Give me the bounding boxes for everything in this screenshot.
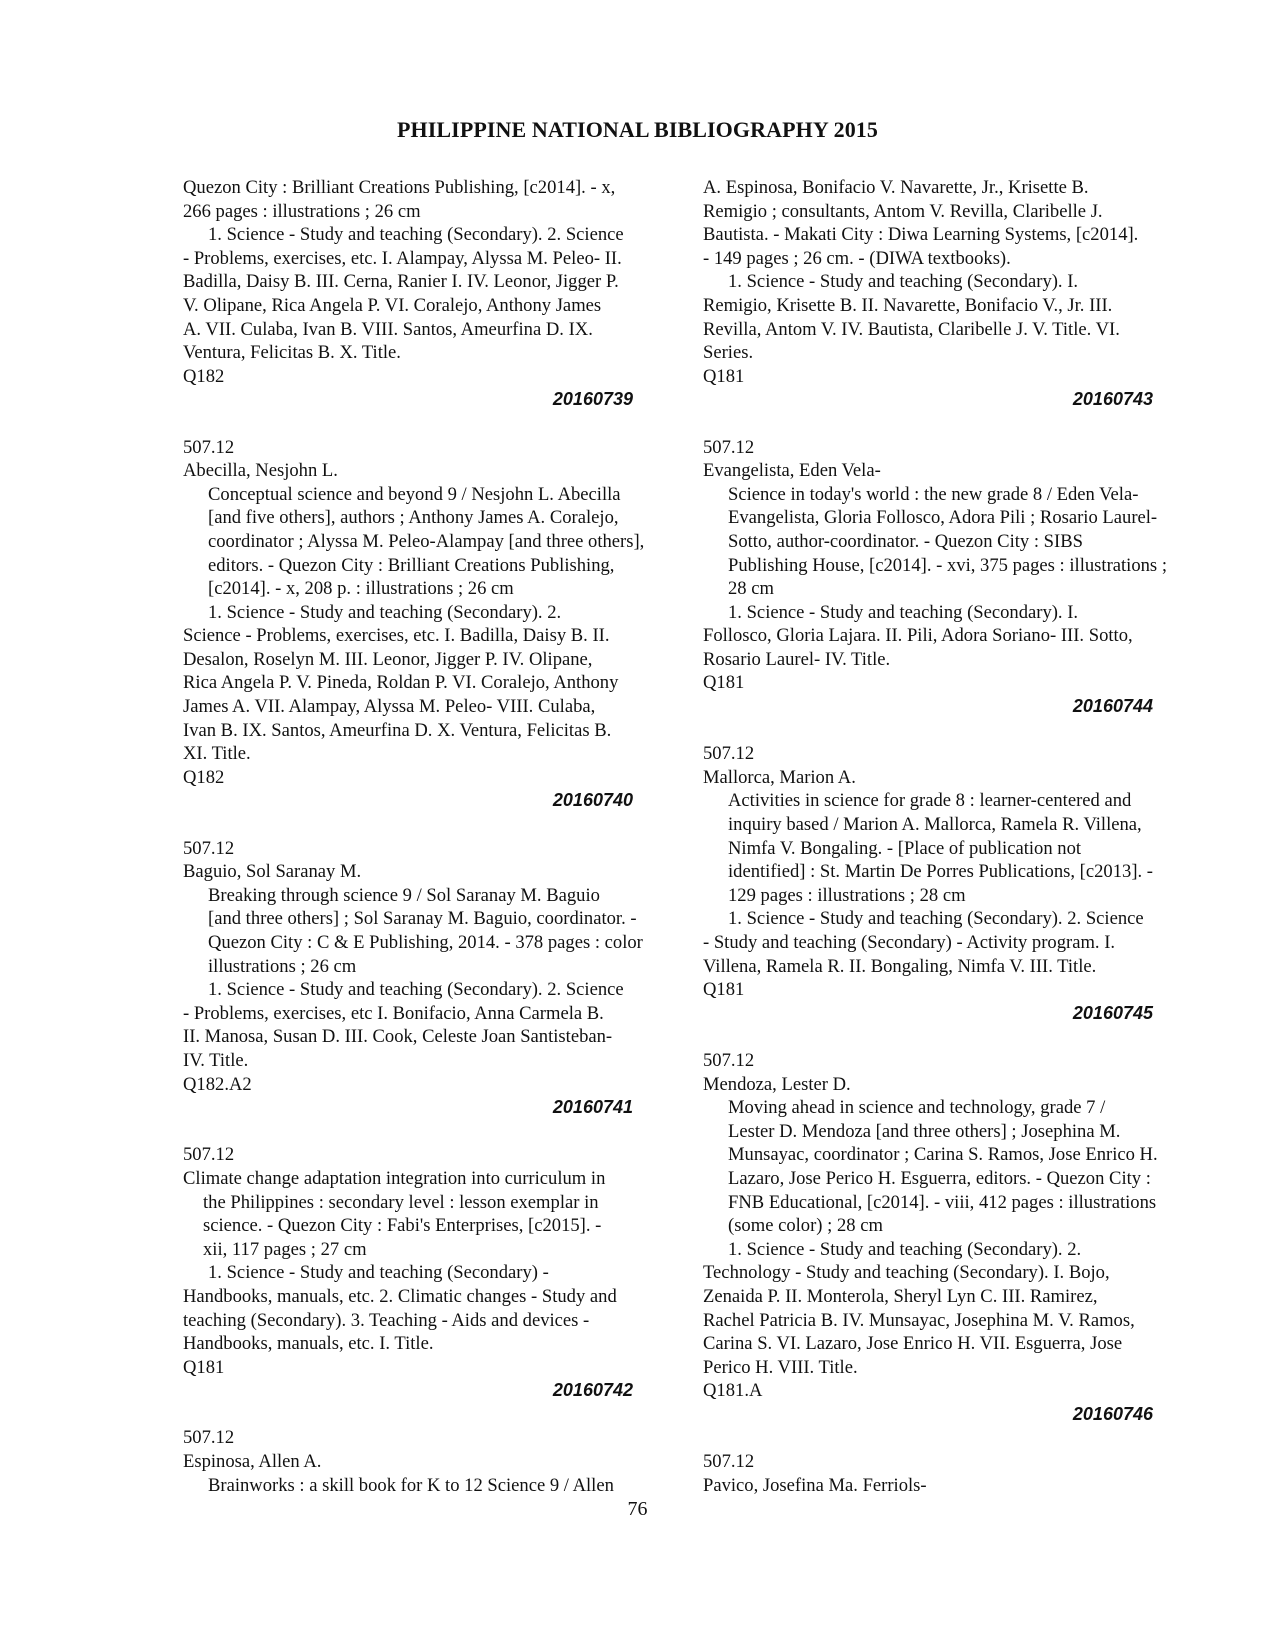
description-line: Science in today's world : the new grade 8 / Eden Vela- xyxy=(728,483,1139,505)
description-line: Breaking through science 9 / Sol Saranay M. Baguio xyxy=(208,884,600,906)
description-line: Bautista. - Makati City : Diwa Learning Systems, [c2014]. xyxy=(703,224,1139,246)
entry-spacer xyxy=(703,1426,1191,1450)
description-line: [and five others], authors ; Anthony James A. Coralejo, xyxy=(208,507,619,529)
description-line: Remigio ; consultants, Antom V. Revilla, Claribelle J. xyxy=(703,200,1103,222)
control-number: 20160746 xyxy=(1072,1403,1153,1424)
subject-line: 1. Science - Study and teaching (Secondary). 2. Science xyxy=(208,979,624,1001)
subject-line: 1. Science - Study and teaching (Secondary). 2. xyxy=(208,601,562,623)
page-number: 76 xyxy=(627,1498,648,1520)
class-number: 507.12 xyxy=(183,837,235,859)
subject-line: Perico H. VIII. Title. xyxy=(703,1356,858,1378)
description-line: Publishing House, [c2014]. - xvi, 375 pages : illustrations ; xyxy=(728,554,1167,576)
subject-line: Follosco, Gloria Lajara. II. Pili, Adora Soriano- III. Sotto, xyxy=(703,625,1133,647)
entry-spacer xyxy=(703,1025,1191,1049)
bib-entry xyxy=(183,176,671,412)
author-heading: Pavico, Josefina Ma. Ferriols- xyxy=(703,1474,927,1496)
call-number: Q181 xyxy=(183,1356,225,1378)
control-number: 20160742 xyxy=(552,1380,633,1401)
control-number: 20160740 xyxy=(552,790,633,811)
class-number: 507.12 xyxy=(183,1144,235,1166)
subject-line: Science - Problems, exercises, etc. I. Badilla, Daisy B. II. xyxy=(183,625,610,647)
description-line: [and three others] ; Sol Saranay M. Baguio, coordinator. - xyxy=(208,908,637,930)
description-line: xii, 117 pages ; 27 cm xyxy=(203,1238,367,1260)
subject-line: V. Olipane, Rica Angela P. VI. Coralejo, Anthony James xyxy=(183,294,602,316)
call-number: Q181 xyxy=(703,365,745,387)
description-line: FNB Educational, [c2014]. - viii, 412 pages : illustrations xyxy=(728,1191,1157,1213)
description-line: Activities in science for grade 8 : learner-centered and xyxy=(728,790,1132,812)
description-line: inquiry based / Marion A. Mallorca, Ramela R. Villena, xyxy=(728,814,1142,836)
class-number: 507.12 xyxy=(703,436,755,458)
subject-line: - Problems, exercises, etc. I. Alampay, Alyssa M. Peleo- II. xyxy=(183,247,622,269)
description-line: Munsayac, coordinator ; Carina S. Ramos, Jose Enrico H. xyxy=(728,1144,1158,1166)
author-heading: Espinosa, Allen A. xyxy=(183,1451,322,1473)
class-number: 507.12 xyxy=(703,743,755,765)
entry-spacer xyxy=(183,813,671,837)
subject-line: Zenaida P. II. Monterola, Sheryl Lyn C. III. Ramirez, xyxy=(703,1285,1098,1307)
description-line: illustrations ; 26 cm xyxy=(208,955,357,977)
author-heading: Abecilla, Nesjohn L. xyxy=(183,460,338,482)
class-number: 507.12 xyxy=(703,1049,755,1071)
bib-entry xyxy=(703,1049,1191,1427)
description-line: editors. - Quezon City : Brilliant Creations Publishing, xyxy=(208,554,615,576)
subject-line: Rica Angela P. V. Pineda, Roldan P. VI. Coralejo, Anthony xyxy=(183,672,619,694)
subject-line: James A. VII. Alampay, Alyssa M. Peleo- VIII. Culaba, xyxy=(183,696,596,718)
bib-entry xyxy=(703,742,1191,1025)
call-number: Q181.A xyxy=(703,1380,763,1402)
description-line: Brainworks : a skill book for K to 12 Science 9 / Allen xyxy=(208,1474,614,1496)
class-number: 507.12 xyxy=(703,1451,755,1473)
class-number: 507.12 xyxy=(183,436,235,458)
description-line: 28 cm xyxy=(728,578,774,600)
description-line: A. Espinosa, Bonifacio V. Navarette, Jr., Krisette B. xyxy=(703,177,1089,198)
control-number: 20160743 xyxy=(1072,389,1153,410)
subject-line: Handbooks, manuals, etc. I. Title. xyxy=(183,1333,434,1355)
control-number: 20160744 xyxy=(1072,696,1153,717)
author-heading: Baguio, Sol Saranay M. xyxy=(183,861,362,883)
subject-line: Ivan B. IX. Santos, Ameurfina D. X. Ventura, Felicitas B. xyxy=(183,719,612,741)
subject-line: Rosario Laurel- IV. Title. xyxy=(703,648,891,670)
right-column xyxy=(703,176,1191,1497)
author-heading: Climate change adaptation integration into curriculum in xyxy=(183,1167,606,1189)
control-number: 20160739 xyxy=(552,389,633,410)
subject-line: II. Manosa, Susan D. III. Cook, Celeste Joan Santisteban- xyxy=(183,1026,613,1048)
subject-line: Rachel Patricia B. IV. Munsayac, Josephina M. V. Ramos, xyxy=(703,1309,1135,1331)
entry-spacer xyxy=(703,719,1191,743)
subject-line: 1. Science - Study and teaching (Secondary). 2. Science xyxy=(208,224,624,246)
entry-spacer xyxy=(183,1403,671,1427)
subject-line: Technology - Study and teaching (Secondary). I. Bojo, xyxy=(703,1262,1110,1284)
subject-line: 1. Science - Study and teaching (Secondary). I. xyxy=(728,271,1079,293)
call-number: Q182 xyxy=(183,766,225,788)
description-line: 129 pages : illustrations ; 28 cm xyxy=(728,884,966,906)
subject-line: A. VII. Culaba, Ivan B. VIII. Santos, Ameurfina D. IX. xyxy=(183,318,593,340)
call-number: Q181 xyxy=(703,979,745,1001)
author-heading: Mallorca, Marion A. xyxy=(703,766,856,788)
description-line: Sotto, author-coordinator. - Quezon City : SIBS xyxy=(728,530,1083,552)
control-number: 20160741 xyxy=(552,1097,633,1118)
entry-spacer xyxy=(183,1120,671,1144)
description-line: Quezon City : C & E Publishing, 2014. - 378 pages : color xyxy=(208,932,643,953)
call-number: Q182.A2 xyxy=(183,1073,252,1095)
entry-spacer xyxy=(703,412,1191,436)
subject-line: Handbooks, manuals, etc. 2. Climatic changes - Study and xyxy=(183,1285,617,1307)
subject-line: - Study and teaching (Secondary) - Activity program. I. xyxy=(703,932,1116,953)
control-number: 20160745 xyxy=(1072,1002,1153,1023)
call-number: Q182 xyxy=(183,365,225,387)
description-line: [c2014]. - x, 208 p. : illustrations ; 26 cm xyxy=(208,578,514,600)
description-line: Nimfa V. Bongaling. - [Place of publication not xyxy=(728,837,1082,859)
description-line: (some color) ; 28 cm xyxy=(728,1215,883,1237)
bib-entry xyxy=(183,1143,671,1403)
description-line: identified] : St. Martin De Porres Publications, [c2013]. - xyxy=(728,861,1153,883)
subject-line: Series. xyxy=(703,342,754,364)
entry-spacer xyxy=(183,412,671,436)
bib-entry xyxy=(703,176,1191,412)
description-line: Quezon City : Brilliant Creations Publishing, [c2014]. - x, xyxy=(183,177,616,198)
description-line: Lester D. Mendoza [and three others] ; Josephina M. xyxy=(728,1120,1121,1142)
subject-line: 1. Science - Study and teaching (Secondary). 2. Science xyxy=(728,908,1144,930)
subject-line: 1. Science - Study and teaching (Secondary). I. xyxy=(728,601,1079,623)
call-number: Q181 xyxy=(703,672,745,694)
subject-line: Ventura, Felicitas B. X. Title. xyxy=(183,342,401,364)
description-line: 266 pages : illustrations ; 26 cm xyxy=(183,200,421,222)
subject-line: 1. Science - Study and teaching (Secondary) - xyxy=(208,1262,549,1284)
left-column xyxy=(183,176,671,1497)
subject-line: Revilla, Antom V. IV. Bautista, Claribelle J. V. Title. VI. xyxy=(703,318,1120,340)
subject-line: XI. Title. xyxy=(183,743,251,765)
subject-line: Badilla, Daisy B. III. Cerna, Ranier I. IV. Leonor, Jigger P. xyxy=(183,271,619,293)
description-line: Conceptual science and beyond 9 / Nesjohn L. Abecilla xyxy=(208,483,621,505)
subject-line: 1. Science - Study and teaching (Secondary). 2. xyxy=(728,1238,1082,1260)
bib-entry xyxy=(703,1450,1191,1497)
description-line: Lazaro, Jose Perico H. Esguerra, editors. - Quezon City : xyxy=(728,1167,1151,1189)
subject-line: Desalon, Roselyn M. III. Leonor, Jigger P. IV. Olipane, xyxy=(183,648,593,670)
bib-entry xyxy=(183,1426,671,1497)
author-heading: Mendoza, Lester D. xyxy=(703,1073,851,1095)
description-line: - 149 pages ; 26 cm. - (DIWA textbooks). xyxy=(703,247,1011,269)
bib-entry xyxy=(183,837,671,1120)
subject-line: - Problems, exercises, etc I. Bonifacio, Anna Carmela B. xyxy=(183,1002,604,1024)
class-number: 507.12 xyxy=(183,1427,235,1449)
bib-entry xyxy=(703,436,1191,719)
subject-line: Remigio, Krisette B. II. Navarette, Bonifacio V., Jr. III. xyxy=(703,294,1113,316)
subject-line: teaching (Secondary). 3. Teaching - Aids and devices - xyxy=(183,1309,590,1331)
page-title: PHILIPPINE NATIONAL BIBLIOGRAPHY 2015 xyxy=(396,117,879,142)
subject-line: Carina S. VI. Lazaro, Jose Enrico H. VII. Esguerra, Jose xyxy=(703,1333,1123,1355)
subject-line: IV. Title. xyxy=(183,1049,249,1071)
description-line: coordinator ; Alyssa M. Peleo-Alampay [and three others], xyxy=(208,530,645,552)
description-line: science. - Quezon City : Fabi's Enterprises, [c2015]. - xyxy=(203,1215,602,1237)
description-line: the Philippines : secondary level : lesson exemplar in xyxy=(203,1191,599,1213)
description-line: Moving ahead in science and technology, grade 7 / xyxy=(728,1097,1106,1119)
subject-line: Villena, Ramela R. II. Bongaling, Nimfa V. III. Title. xyxy=(703,955,1097,977)
bib-entry xyxy=(183,436,671,814)
description-line: Evangelista, Gloria Follosco, Adora Pili ; Rosario Laurel- xyxy=(728,507,1158,529)
author-heading: Evangelista, Eden Vela- xyxy=(703,460,881,482)
